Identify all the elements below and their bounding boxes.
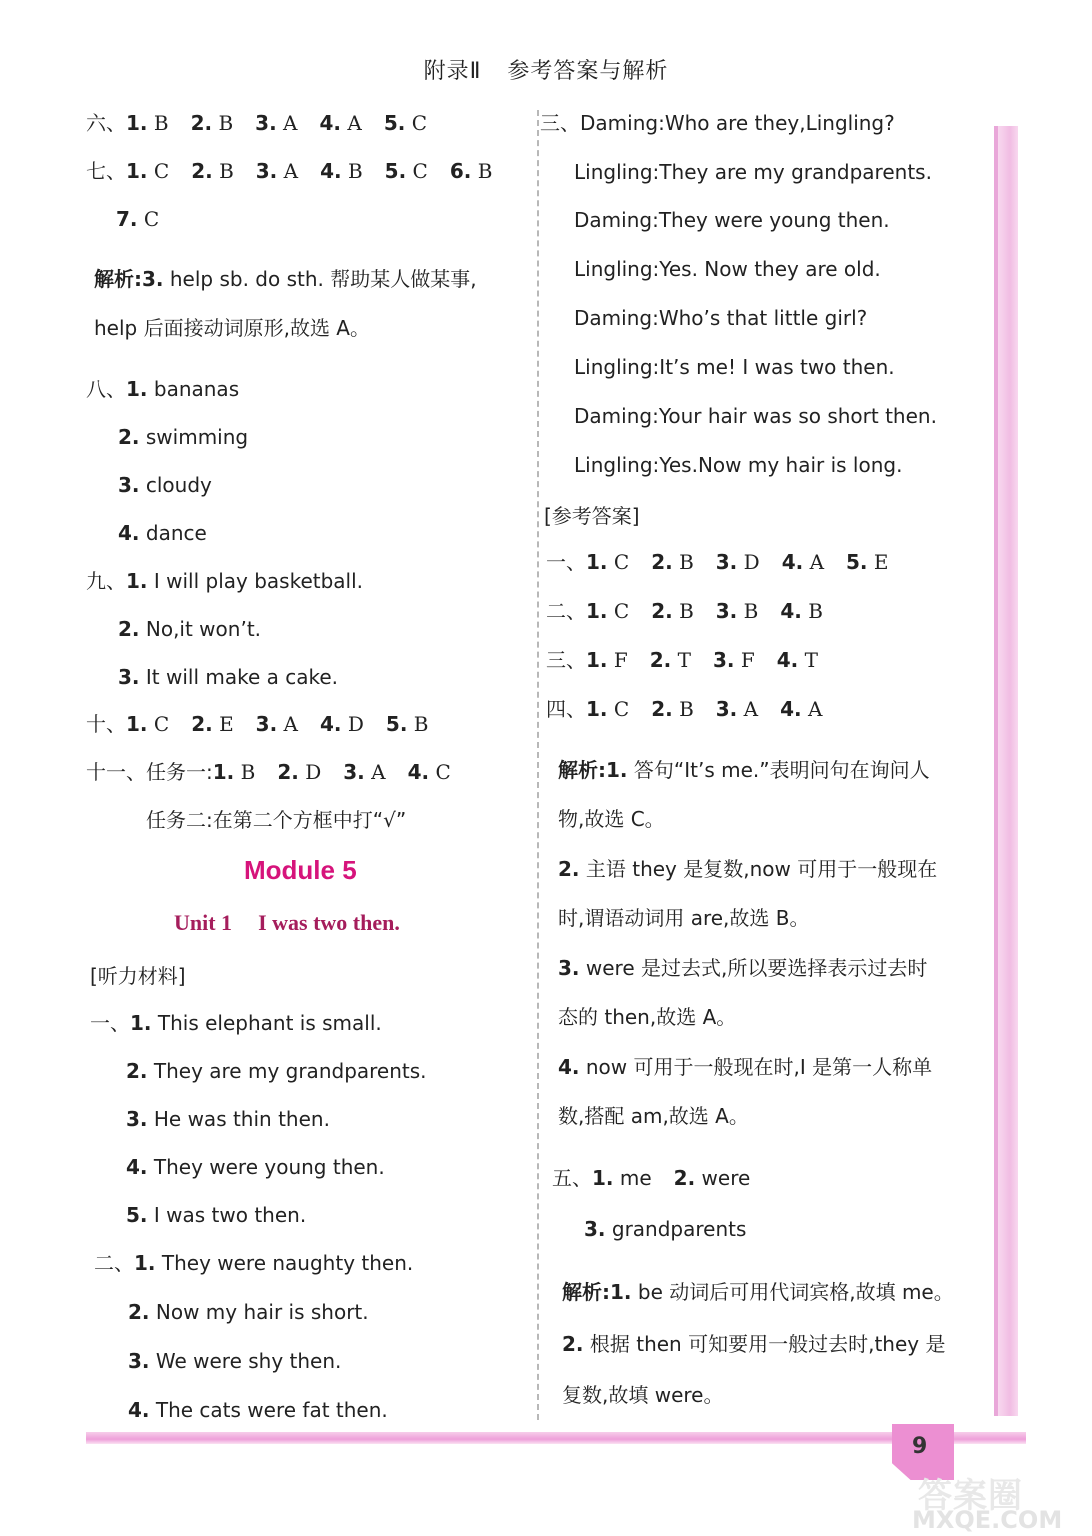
ref-answer-five-3: 3. grandparents [584, 1217, 747, 1241]
listening-one-5: 5. I was two then. [126, 1203, 307, 1227]
answer-eleven: 十一、任务一:1. B 2. D 3. A 4. C [86, 760, 451, 784]
answer-ten: 十、1. C 2. E 3. A 4. D 5. B [86, 712, 429, 736]
appendix-label: 附录Ⅱ [423, 59, 482, 84]
ref-answer-four: 四、1. C 2. B 3. A 4. A [546, 697, 823, 721]
analysis-five-p2-l2: 复数,故填 were。 [562, 1383, 724, 1407]
answer-six: 六、1. B 2. B 3. A 4. A 5. C [86, 111, 427, 135]
dialogue-line-5: Daming:Who’s that little girl? [574, 306, 868, 330]
listening-one-3: 3. He was thin then. [126, 1107, 330, 1131]
module-title: Module 5 [244, 855, 357, 885]
dialogue-line-7: Daming:Your hair was so short then. [574, 404, 937, 428]
analysis-five-p1: 解析:1. be 动词后可用代词宾格,故填 me。 [562, 1280, 954, 1304]
answer-eight-1: 八、1. bananas [86, 377, 240, 401]
answer-nine-1: 九、1. I will play basketball. [86, 569, 364, 593]
answer-eleven-task2: 任务二:在第二个方框中打“√” [146, 808, 407, 832]
watermark-logo: 答案圈 [918, 1476, 1023, 1516]
header-title: 参考答案与解析 [507, 59, 669, 84]
dialogue-line-2: Lingling:They are my grandparents. [574, 160, 932, 184]
listening-label: [听力材料] [90, 964, 186, 988]
analysis-four-p2-l2: 时,谓语动词用 are,故选 B。 [558, 906, 810, 930]
analysis-four-p2-l1: 2. 主语 they 是复数,now 可用于一般现在 [558, 857, 938, 881]
analysis-four-p1-l2: 物,故选 C。 [558, 807, 665, 831]
analysis-four-p3-l1: 3. were 是过去式,所以要选择表示过去时 [558, 956, 928, 980]
listening-two-4: 4. The cats were fat then. [128, 1398, 388, 1422]
watermark-url: MXQE.COM [912, 1506, 1063, 1534]
bottom-decoration-bar [86, 1432, 1026, 1444]
analysis-five-p2-l1: 2. 根据 then 可知要用一般过去时,they 是 [562, 1332, 946, 1356]
dialogue-line-6: Lingling:It’s me! I was two then. [574, 355, 895, 379]
dialogue-line-1: 三、Daming:Who are they,Lingling? [540, 111, 895, 135]
reference-answers-label: [参考答案] [544, 504, 640, 528]
analysis-four-p1-l1: 解析:1. 答句“It’s me.”表明问句在询问人 [558, 758, 930, 782]
answer-nine-3: 3. It will make a cake. [118, 665, 339, 689]
dialogue-line-3: Daming:They were young then. [574, 208, 890, 232]
answer-seven: 七、1. C 2. B 3. A 4. B 5. C 6. B [86, 159, 493, 183]
analysis-four-p4-l1: 4. now 可用于一般现在时,I 是第一人称单 [558, 1055, 933, 1079]
side-strip [998, 126, 1018, 1416]
answer-eight-2: 2. swimming [118, 425, 249, 449]
analysis-seven-line1: 解析:3. help sb. do sth. 帮助某人做某事, [94, 267, 477, 291]
analysis-seven-line2: help 后面接动词原形,故选 A。 [94, 316, 370, 340]
ref-answer-three: 三、1. F 2. T 3. F 4. T [546, 648, 818, 672]
unit-title: Unit 1 I was two then. [174, 910, 400, 935]
listening-one-2: 2. They are my grandparents. [126, 1059, 427, 1083]
dialogue-line-8: Lingling:Yes.Now my hair is long. [574, 453, 903, 477]
page-header [0, 54, 1092, 85]
analysis-four-p3-l2: 态的 then,故选 A。 [558, 1005, 737, 1029]
answer-nine-2: 2. No,it won’t. [118, 617, 262, 641]
answer-eight-4: 4. dance [118, 521, 207, 545]
answer-seven-item7: 7. C [116, 207, 160, 231]
analysis-four-p4-l2: 数,搭配 am,故选 A。 [558, 1104, 749, 1128]
ref-answer-one: 一、1. C 2. B 3. D 4. A 5. E [546, 550, 889, 574]
listening-one-1: 一、1. This elephant is small. [90, 1011, 382, 1035]
ref-answer-two: 二、1. C 2. B 3. B 4. B [546, 599, 823, 623]
column-divider [537, 110, 539, 1420]
listening-one-4: 4. They were young then. [126, 1155, 385, 1179]
listening-two-1: 二、1. They were naughty then. [94, 1251, 414, 1275]
listening-two-3: 3. We were shy then. [128, 1349, 342, 1373]
ref-answer-five: 五、1. me 2. were [552, 1166, 751, 1190]
listening-two-2: 2. Now my hair is short. [128, 1300, 369, 1324]
page-number: 9 [912, 1434, 928, 1459]
answer-eight-3: 3. cloudy [118, 473, 212, 497]
dialogue-line-4: Lingling:Yes. Now they are old. [574, 257, 881, 281]
